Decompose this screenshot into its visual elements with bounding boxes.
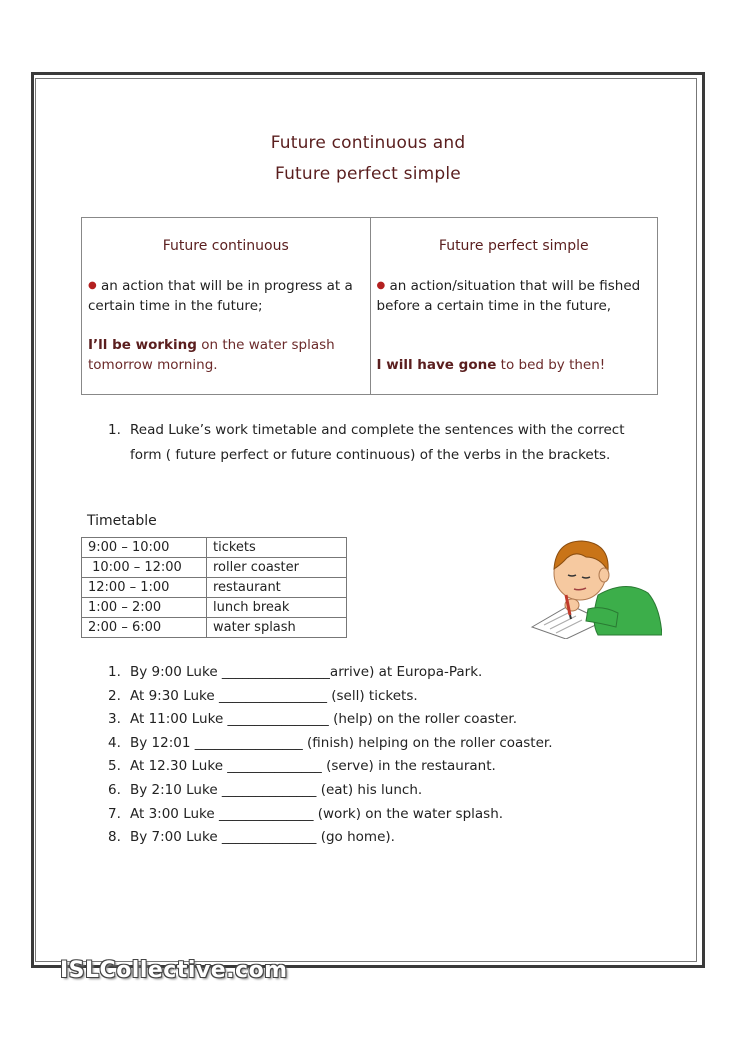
exercise-number: 6.: [108, 782, 121, 798]
timetable-row: [82, 578, 347, 598]
exercise-number: 8.: [108, 829, 121, 846]
exercise-sentence: By 9:00 Luke ________________arrive) at Europa-Park.: [130, 664, 483, 680]
exercise-number: 4.: [108, 734, 121, 751]
timetable-activity: water splash: [207, 618, 347, 638]
timetable-row: [82, 598, 347, 618]
future-perfect-example-verb: I will have gone: [376, 357, 497, 373]
timetable-time: 2:00 – 6:00: [82, 618, 207, 638]
future-continuous-example-rest: on the water splash tomorrow morning.: [88, 337, 335, 373]
future-continuous-example: [88, 335, 364, 375]
grammar-comparison-table: [81, 217, 658, 395]
future-perfect-example: [377, 355, 652, 375]
timetable-activity: restaurant: [207, 578, 347, 598]
future-perfect-column: [370, 218, 658, 394]
timetable-activity: tickets: [207, 538, 347, 558]
exercise-sentence: By 12:01 ________________ (finish) helping on the roller coaster.: [130, 734, 553, 751]
future-perfect-example-rest: to bed by then!: [496, 357, 606, 373]
task-text: Read Luke’s work timetable and complete the sentences with the correct form ( future perfect or future continuous) of the verbs in the brackets.: [130, 422, 625, 463]
future-continuous-heading: Future continuous: [162, 238, 289, 254]
timetable-row: [82, 558, 347, 578]
task-number: 1.: [108, 422, 121, 438]
future-perfect-definition: [377, 276, 652, 316]
exercise-sentence: At 3:00 Luke ______________ (work) on the water splash.: [130, 805, 504, 822]
exercise-sentence: By 2:10 Luke ______________ (eat) his lunch.: [130, 782, 423, 798]
exercise-number: 2.: [108, 687, 121, 704]
exercise-sentence: At 9:30 Luke ________________ (sell) tickets.: [130, 687, 418, 704]
timetable-activity: roller coaster: [207, 558, 347, 578]
future-continuous-definition-text: an action that will be in progress at a certain time in the future;: [88, 278, 353, 314]
watermark-logo: ISLCollective.com: [60, 958, 288, 983]
future-continuous-column: [82, 218, 370, 394]
timetable-time: 9:00 – 10:00: [82, 538, 207, 558]
exercise-number: 5.: [108, 758, 121, 775]
bullet-icon: ●: [376, 280, 386, 291]
future-perfect-heading: Future perfect simple: [438, 238, 589, 254]
timetable-time: 10:00 – 12:00: [82, 558, 207, 578]
timetable-time: 1:00 – 2:00: [82, 598, 207, 618]
future-perfect-definition-text: an action/situation that will be fished before a certain time in the future,: [376, 278, 641, 314]
exercise-number: 7.: [108, 805, 121, 822]
future-continuous-definition: [88, 276, 364, 316]
boy-writing-illustration: [530, 535, 662, 639]
future-continuous-example-verb: I’ll be working: [88, 337, 197, 353]
worksheet-title-line1: Future continuous and: [270, 133, 466, 153]
timetable-time: 12:00 – 1:00: [82, 578, 207, 598]
exercise-number: 1.: [108, 664, 121, 680]
exercise-number: 3.: [108, 711, 121, 728]
timetable: [81, 537, 347, 638]
timetable-row: [82, 618, 347, 638]
timetable-activity: lunch break: [207, 598, 347, 618]
exercise-sentence: At 11:00 Luke _______________ (help) on the roller coaster.: [130, 711, 518, 728]
bullet-icon: ●: [88, 280, 97, 291]
exercise-sentence: At 12.30 Luke ______________ (serve) in the restaurant.: [130, 758, 496, 775]
worksheet-title-line2: Future perfect simple: [275, 164, 461, 184]
timetable-row: [82, 538, 347, 558]
timetable-label: Timetable: [87, 513, 157, 529]
exercise-sentence: By 7:00 Luke ______________ (go home).: [130, 829, 395, 846]
